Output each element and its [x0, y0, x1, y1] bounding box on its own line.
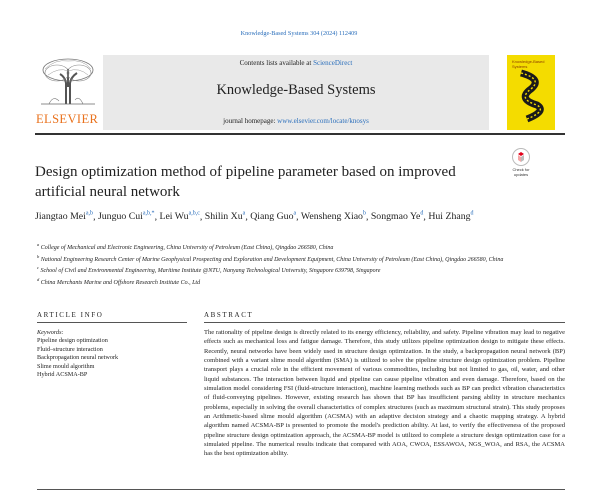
- journal-masthead: [35, 55, 565, 130]
- journal-cover-image[interactable]: [507, 55, 555, 130]
- journal-citation[interactable]: Knowledge-Based Systems 304 (2024) 112409: [240, 30, 358, 37]
- journal-title: Knowledge-Based Systems: [216, 82, 376, 98]
- author[interactable]: [250, 211, 296, 222]
- affiliation-line: [37, 276, 557, 288]
- affiliation-key: a: [37, 242, 40, 247]
- elsevier-logo[interactable]: [35, 55, 99, 130]
- author-separator: ,: [93, 211, 98, 223]
- affiliation-line: [37, 253, 557, 265]
- author-name: Songmao Ye: [370, 211, 421, 223]
- affiliation-text: School of Civil and Environmental Engineering, Maritime Institute @NTU, Nanyang Technological University, Singapore 639798, Singapore: [39, 268, 381, 275]
- check-label-line2: updates: [513, 172, 529, 177]
- journal-header-box: [103, 55, 489, 130]
- author-separator: ,: [245, 211, 251, 223]
- author-separator: ,: [365, 211, 371, 223]
- author-name: Lei Wu: [159, 211, 189, 223]
- author-separator: ,: [154, 211, 160, 223]
- keyword-list: [37, 337, 187, 379]
- author-name: Shilin Xu: [204, 211, 243, 223]
- check-label-line1: Check for: [512, 167, 530, 172]
- author-separator: ,: [199, 211, 205, 223]
- author-affiliation-marker[interactable]: a,b,c: [188, 211, 200, 217]
- affiliations: [37, 241, 557, 287]
- publisher-name: ELSEVIER: [36, 112, 99, 126]
- affiliation-text: China Merchants Marine and Offshore Research Institute Co., Ltd: [39, 279, 201, 286]
- author-affiliation-marker[interactable]: a,b: [85, 211, 94, 217]
- elsevier-tree-icon: [39, 57, 97, 105]
- author[interactable]: [371, 211, 424, 222]
- author[interactable]: [205, 211, 246, 222]
- homepage-link[interactable]: www.elsevier.com/locate/knosys: [277, 117, 369, 125]
- author[interactable]: [98, 211, 155, 222]
- affiliation-line: [37, 264, 557, 276]
- keyword: Pipeline design optimization: [37, 337, 108, 345]
- header-divider: [35, 133, 565, 135]
- author-name: Junguo Cui: [97, 211, 143, 223]
- check-for-updates-label: [507, 167, 535, 177]
- author-name: Hui Zhang: [428, 211, 471, 223]
- author[interactable]: [428, 211, 473, 222]
- check-for-updates-badge[interactable]: [507, 148, 535, 178]
- author-affiliation-marker[interactable]: a: [293, 211, 297, 217]
- author[interactable]: [159, 211, 199, 222]
- affiliation-key: c: [37, 265, 39, 271]
- author-separator: ,: [296, 211, 301, 223]
- keyword: Hybrid ACSMA-BP: [37, 371, 88, 379]
- author-affiliation-marker[interactable]: d: [470, 211, 474, 217]
- affiliation-text: College of Mechanical and Electronic Engineering, China University of Petroleum (East China), Qingdao 266580, China: [39, 245, 334, 251]
- author-list: [35, 207, 505, 224]
- affiliation-key: d: [37, 276, 40, 282]
- article-info-rule: [37, 322, 187, 323]
- author-affiliation-marker[interactable]: b: [362, 211, 366, 217]
- contents-line: [103, 59, 489, 67]
- check-for-updates-icon: [512, 148, 530, 166]
- homepage-prefix: journal homepage:: [223, 117, 278, 125]
- author[interactable]: [35, 211, 93, 222]
- author[interactable]: [301, 211, 366, 222]
- keywords-label: Keywords:: [37, 329, 64, 336]
- sciencedirect-link[interactable]: ScienceDirect: [313, 59, 353, 67]
- article-info-heading: ARTICLE INFO: [37, 311, 104, 319]
- keyword: Slime mould algorithm: [37, 362, 95, 370]
- affiliation-line: [37, 241, 557, 253]
- keywords-section: [37, 329, 187, 379]
- author-name: Qiang Guo: [250, 211, 294, 223]
- homepage-line: [103, 117, 489, 125]
- author-name: Wensheng Xiao: [300, 211, 363, 223]
- affiliation-key: b: [37, 253, 40, 259]
- author-affiliation-marker[interactable]: a: [242, 211, 246, 217]
- affiliation-text: National Engineering Research Center of Marine Geophysical Prospecting and Exploration and Development Equipment, China University of Petroleum (East China), Qingdao 266580, China: [39, 256, 504, 263]
- contents-prefix: Contents lists available at: [239, 59, 314, 67]
- keyword: Fluid–structure interaction: [37, 345, 103, 353]
- author-affiliation-marker[interactable]: d: [420, 211, 424, 217]
- cover-title: Knowledge-Based Systems: [512, 59, 545, 69]
- abstract-heading: ABSTRACT: [204, 311, 254, 319]
- bottom-divider: [37, 489, 565, 490]
- article-title: Design optimization method of pipeline parameter based on improved artificial neural network: [35, 164, 456, 200]
- cover-art-graphic: [513, 69, 549, 124]
- author-separator: ,: [423, 211, 429, 223]
- author-affiliation-marker[interactable]: a,b,*: [142, 211, 155, 217]
- abstract-rule: [204, 322, 565, 323]
- author-name: Jiangtao Mei: [35, 211, 86, 223]
- abstract-text: The rationality of pipeline design is directly related to its energy efficiency, reliability, and safety. Pipeline vibration may lead to negative effects such as mechanical loss and fatigue damage. Therefore, this study utilizes pipeline optimization design to mitigate these effects. Recently, neural networks have been widely used in structure design optimization. In the study, a backpropagation neural network (BP) combined with a variant slime mould algorithm (SMA) is utilized to solve the pipeline structure design optimization problem. Pipeline transport plays a crucial role in the efficient movement of various commodities, including but not limited to gas, oil, water, and other liquid substances. The interaction between liquid and pipeline can cause pipeline vibration and even damage. Therefore, based on the simulation model considering FSI (fluid-structure interaction), machine learning methods such as BP can predict vibration characteristics of fluid-conveying pipelines. However, existing research has shown that BP has insufficient parsing ability in structure mechanics problems, especially in solving the overall characteristics of complex structures (such as maximum structural strain). This study proposes an Arithmetic-based slime mould algorithm (ACSMA) with an adaptive decision strategy and a chaotic mapping strategy. A hybrid algorithm named ACSMA-BP is presented to promote the model's prediction ability. At last, to verify the effectiveness of the proposed pipeline structure design optimization approach, the ACSMA-BP model is utilized to complete a structure design optimization case for a simulated pipeline. The numerical results indicate that compared with AOA, CWOA, ESSAWOA, NGS_WOA, and RSA, the ACSMA has the best optimization ability.: [204, 329, 565, 458]
- keyword: Backpropagation neural network: [37, 354, 119, 362]
